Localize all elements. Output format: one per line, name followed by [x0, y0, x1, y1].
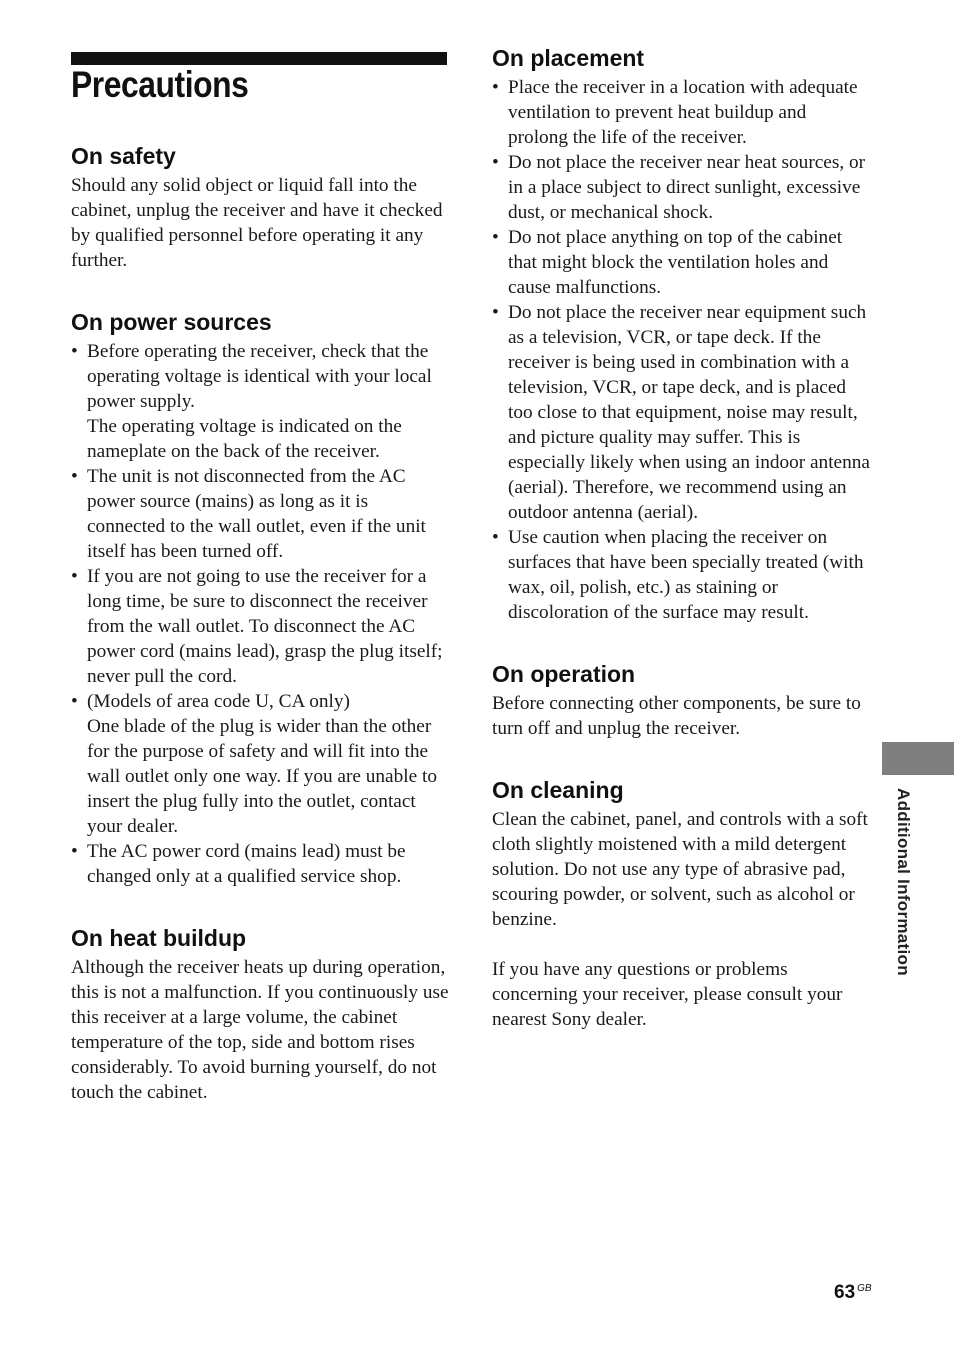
list-item: • Do not place anything on top of the cabinet that might block the ventilation holes and cause malfunctions. — [492, 225, 870, 300]
section-power-sources — [71, 306, 449, 889]
item-text: Before operating the receiver, check that the operating voltage is identical with your local power supply. — [87, 341, 432, 412]
section-operation — [492, 658, 870, 741]
section-body: Although the receiver heats up during operation, this is not a malfunction. If you continuously use this receiver at a large volume, the cabinet temperature of the top, side and bottom rises considerably. To avoid burning yourself, do not touch the cabinet. — [71, 957, 449, 1103]
item-note: One blade of the plug is wider than the other for the purpose of safety and will fit into the wall outlet only one way. If you are unable to insert the plug fully into the outlet, contact your dealer. — [87, 716, 437, 837]
chapter-label: Additional Information — [894, 788, 913, 976]
section-placement — [492, 42, 870, 625]
list-item — [71, 689, 449, 839]
section-safety — [71, 140, 449, 273]
page-number — [834, 1282, 872, 1304]
item-text: (Models of area code U, CA only) — [87, 691, 350, 712]
list-item: • Place the receiver in a location with adequate ventilation to prevent heat buildup and prolong the life of the receiver. — [492, 75, 870, 150]
item-text: The AC power cord (mains lead) must be changed only at a qualified service shop. — [87, 841, 406, 887]
page-number-suffix: GB — [857, 1283, 872, 1294]
section-heat-buildup — [71, 922, 449, 1105]
section-heading: On operation — [492, 661, 636, 687]
list-item — [71, 464, 449, 564]
chapter-tab — [882, 742, 954, 775]
section-heading: On power sources — [71, 309, 272, 335]
section-heading: On safety — [71, 143, 176, 169]
section-heading: On placement — [492, 45, 645, 71]
section-cleaning — [492, 774, 870, 1032]
list-item — [71, 839, 449, 889]
list-item: • Do not place the receiver near equipment such as a television, VCR, or tape deck. If the receiver is being used in combination with a television, VCR, or tape deck, and is placed too close to that equipment, noise may result, and picture quality may suffer. This is especially likely when using an indoor antenna (aerial). Therefore, we recommend using an outdoor antenna (aerial). — [492, 300, 870, 525]
right-column — [492, 42, 870, 1032]
left-column — [71, 140, 449, 1105]
bullet-list — [492, 75, 870, 625]
section-heading: On cleaning — [492, 777, 624, 803]
list-item: • Do not place the receiver near heat sources, or in a place subject to direct sunlight, excessive dust, or mechanical shock. — [492, 150, 870, 225]
list-item — [71, 564, 449, 689]
section-body: Clean the cabinet, panel, and controls with a soft cloth slightly moistened with a mild detergent solution. Do not use any type of abrasive pad, scouring powder, or solvent, such as alcohol or benzine. — [492, 809, 868, 930]
item-text: The unit is not disconnected from the AC power source (mains) as long as it is connected to the wall outlet, even if the unit itself has been turned off. — [87, 466, 426, 562]
list-item — [71, 339, 449, 464]
section-heading: On heat buildup — [71, 925, 247, 951]
section-body: Should any solid object or liquid fall into the cabinet, unplug the receiver and have it checked by qualified personnel before operating it any further. — [71, 175, 443, 271]
list-item: • Use caution when placing the receiver on surfaces that have been specially treated (with wax, oil, polish, etc.) as staining or discoloration of the surface may result. — [492, 525, 870, 625]
page-number-value: 63 — [834, 1282, 856, 1303]
item-note: The operating voltage is indicated on the nameplate on the back of the receiver. — [87, 416, 402, 462]
item-text: If you are not going to use the receiver for a long time, be sure to disconnect the receiver from the wall outlet. To disconnect the AC power cord (mains lead), grasp the plug itself; never pull the cord. — [87, 566, 443, 687]
closing-note: If you have any questions or problems concerning your receiver, please consult your nearest Sony dealer. — [492, 959, 843, 1030]
section-body: Before connecting other components, be sure to turn off and unplug the receiver. — [492, 693, 861, 739]
bullet-list — [71, 339, 449, 889]
page-title: Precautions — [71, 64, 249, 105]
